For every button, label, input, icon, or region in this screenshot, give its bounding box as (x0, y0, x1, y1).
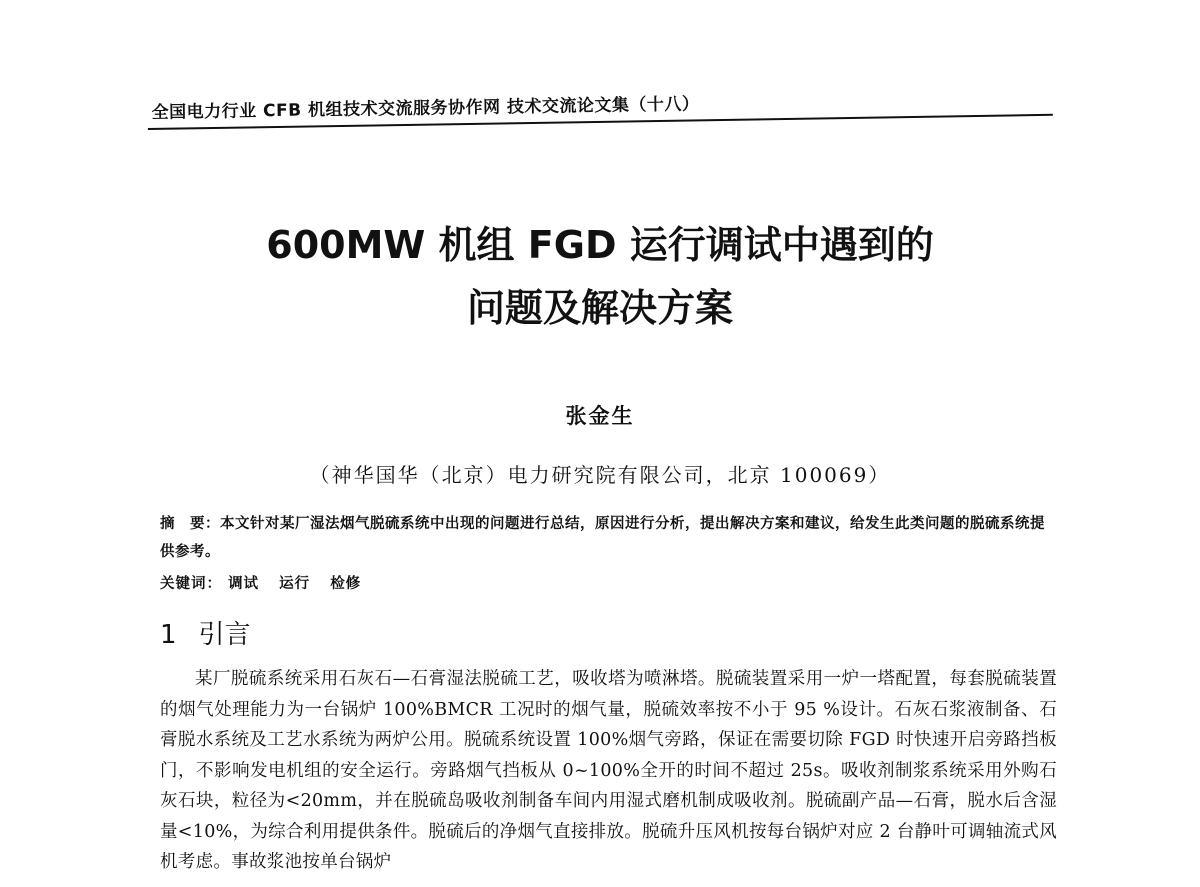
running-header-text: 全国电力行业 CFB 机组技术交流服务协作网 技术交流论文集（十八） (151, 94, 700, 123)
keyword-item: 检修 (330, 575, 362, 592)
keywords-label: 关键词： (160, 576, 222, 592)
section-number: 1 (160, 620, 177, 650)
author-name: 张金生 (565, 403, 635, 428)
body-paragraph: 某厂脱硫系统采用石灰石—石膏湿法脱硫工艺，吸收塔为喷淋塔。脱硫装置采用一炉一塔配置，每套脱硫装置的烟气处理能力为一台锅炉 100%BMCR 工况时的烟气量，脱硫效率按不小于 95 %设计。石灰石浆液制备、石膏脱水系统及工艺水系统为两炉公用。脱硫系统设置 100%烟气旁路，保证在需要切除 FGD 时快速开启旁路挡板门，不影响发电机组的安全运行。旁路烟气挡板从 0~100%全开的时间不超过 25s。吸收剂制浆系统采用外购石灰石块，粒径为<20mm，并在脱硫岛吸收剂制备车间内用湿式磨机制成吸收剂。脱硫副产品—石膏，脱水后含湿量<10%，为综合利用提供条件。脱硫后的净烟气直接排放。脱硫升压风机按每台锅炉对应 2 台静叶可调轴流式风机考虑。事故浆池按单台锅炉 (160, 669, 1057, 872)
keyword-item: 调试 (228, 575, 260, 592)
abstract-text: 本文针对某厂湿法烟气脱硫系统中出现的问题进行总结，原因进行分析，提出解决方案和建议，给发生此类问题的脱硫系统提供参考。 (160, 515, 1045, 560)
abstract (160, 510, 1050, 565)
keywords (160, 572, 1050, 593)
section-title: 引言 (198, 620, 251, 650)
author-affiliation: （神华国华（北京）电力研究院有限公司，北京 100069） (309, 463, 891, 487)
keyword-item: 运行 (279, 575, 311, 592)
paper-title-line-2: 问题及解决方案 (466, 286, 733, 330)
abstract-label: 摘 要： (160, 516, 220, 532)
paper-title-line-1: 600MW 机组 FGD 运行调试中遇到的 (266, 223, 934, 267)
running-header (147, 78, 1053, 134)
section-heading (160, 614, 251, 651)
